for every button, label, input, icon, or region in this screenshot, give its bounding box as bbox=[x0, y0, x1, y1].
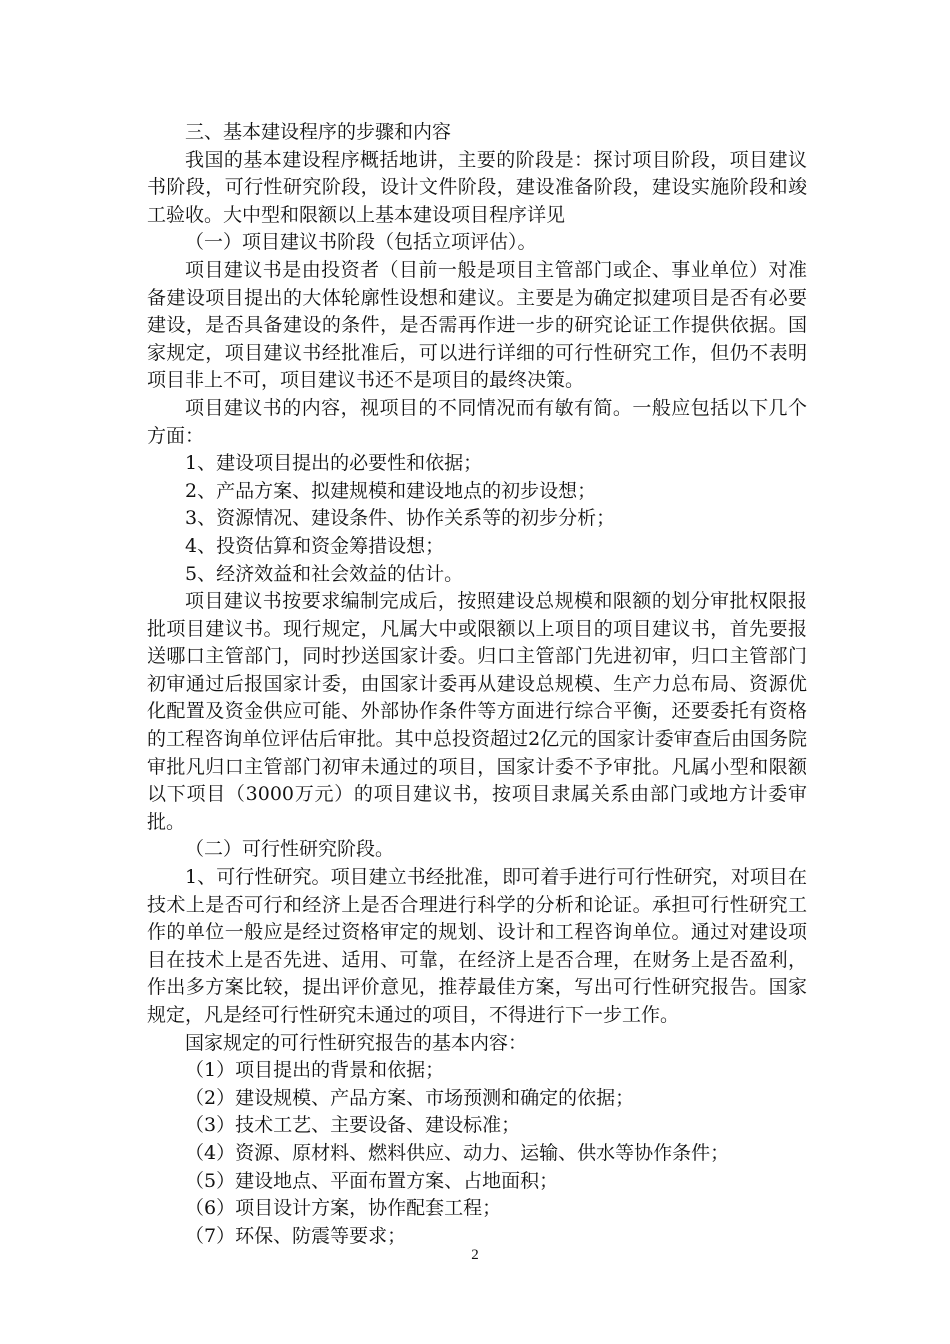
list-item: （7）环保、防震等要求； bbox=[185, 1224, 407, 1247]
page-number: 2 bbox=[471, 1247, 479, 1263]
list-item: 5、经济效益和社会效益的估计。 bbox=[185, 562, 464, 585]
subsection-heading: （一）项目建议书阶段（包括立项评估）。 bbox=[185, 231, 537, 254]
list-item: （1）项目提出的背景和依据； bbox=[185, 1059, 445, 1082]
paragraph: 国家规定的可行性研究报告的基本内容： bbox=[185, 1031, 528, 1054]
section-heading: 三、基本建设程序的步骤和内容 bbox=[185, 121, 452, 143]
list-item: 1、建设项目提出的必要性和依据； bbox=[185, 452, 483, 475]
paragraph: 项目建议书的内容，视项目的不同情况而有敏有简。一般应包括以下几个方面： bbox=[147, 396, 807, 447]
document-body bbox=[147, 119, 807, 1250]
list-item: 2、产品方案、拟建规模和建设地点的初步设想； bbox=[185, 479, 597, 502]
paragraph: 我国的基本建设程序概括地讲，主要的阶段是：探讨项目阶段，项目建议书阶段，可行性研究阶段，设计文件阶段，建设准备阶段，建设实施阶段和竣工验收。大中型和限额以上基本建设项目程序详见 bbox=[147, 148, 807, 226]
list-item: （6）项目设计方案，协作配套工程； bbox=[185, 1197, 502, 1220]
list-item: 3、资源情况、建设条件、协作关系等的初步分析； bbox=[185, 507, 616, 530]
subsection-heading: （二）可行性研究阶段。 bbox=[185, 838, 395, 861]
paragraph: 项目建议书是由投资者（目前一般是项目主管部门或企、事业单位）对准备建设项目提出的大体轮廓性设想和建议。主要是为确定拟建项目是否有必要建设，是否具备建设的条件，是否需再作进一步的研究论证工作提供依据。国家规定，项目建议书经批准后，可以进行详细的可行性研究工作，但仍不表明项目非上不可，项目建议书还不是项目的最终决策。 bbox=[147, 258, 807, 392]
list-item: （5）建设地点、平面布置方案、占地面积； bbox=[185, 1169, 559, 1192]
list-item: （4）资源、原材料、燃料供应、动力、运输、供水等协作条件； bbox=[185, 1141, 730, 1164]
paragraph: 1、可行性研究。项目建立书经批准，即可着手进行可行性研究，对项目在技术上是否可行和经济上是否合理进行科学的分析和论证。承担可行性研究工作的单位一般应是经过资格审定的规划、设计和工程咨询单位。通过对建设项目在技术上是否先进、适用、可靠，在经济上是否合理，在财务上是否盈利，作出多方案比较，提出评价意见，推荐最佳方案，写出可行性研究报告。国家规定，凡是经可行性研究未通过的项目，不得进行下一步工作。 bbox=[147, 866, 807, 1026]
list-item: （2）建设规模、产品方案、市场预测和确定的依据； bbox=[185, 1086, 635, 1109]
list-item: （3）技术工艺、主要设备、建设标准； bbox=[185, 1114, 521, 1137]
paragraph: 项目建议书按要求编制完成后，按照建设总规模和限额的划分审批权限报批项目建议书。现行规定，凡属大中或限额以上项目的项目建议书，首先要报送哪口主管部门，同时抄送国家计委。归口主管部门先进初审，归口主管部门初审通过后报国家计委，由国家计委再从建设总规模、生产力总布局、资源优化配置及资金供应可能、外部协作条件等方面进行综合平衡，还要委托有资格的工程咨询单位评估后审批。其中总投资超过2亿元的国家计委审查后由国务院审批凡归口主管部门初审未通过的项目，国家计委不予审批。凡属小型和限额以下项目（3000万元）的项目建议书，按项目隶属关系由部门或地方计委审批。 bbox=[147, 590, 807, 833]
list-item: 4、投资估算和资金筹措设想； bbox=[185, 534, 445, 557]
